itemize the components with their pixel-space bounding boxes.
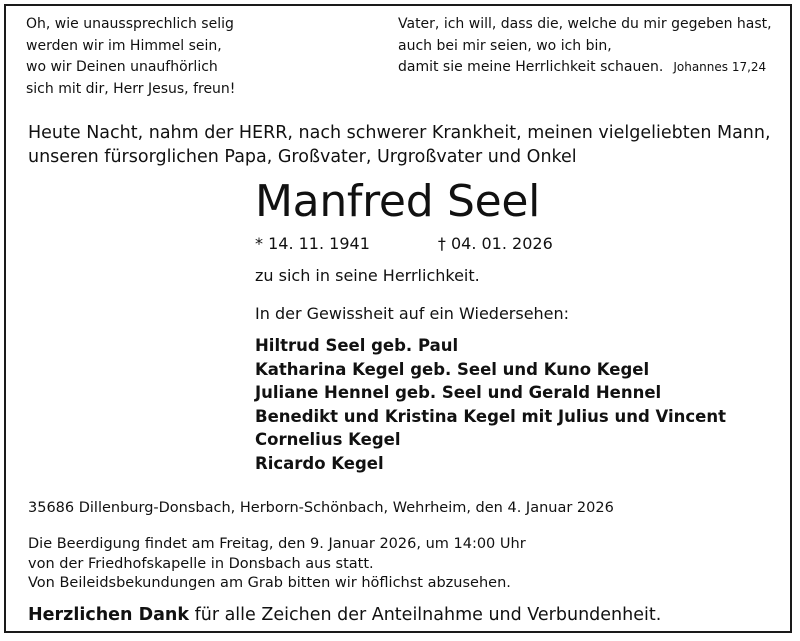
funeral-line: von der Friedhofskapelle in Donsbach aus statt. [28, 555, 374, 572]
verse-line-last [398, 57, 772, 79]
mourner-name: Ricardo Kegel [255, 453, 384, 473]
birth-date: * 14. 11. 1941 [255, 234, 370, 253]
funeral-line: Von Beileidsbekundungen am Grab bitten wir höflichst abzusehen. [28, 575, 511, 591]
thanks-bold: Herzlichen Dank [28, 605, 190, 625]
verse-line: werden wir im Himmel sein, [26, 37, 222, 54]
announcement-intro [28, 121, 771, 169]
mourner-name: Cornelius Kegel [255, 430, 401, 449]
verse-line: auch bei mir seien, wo ich bin, [398, 37, 612, 54]
thanks-line [28, 603, 661, 627]
mourner-name: Benedikt und Kristina Kegel mit Julius und Vincent [255, 406, 727, 426]
bible-verse-right [398, 14, 772, 79]
death-date: † 04. 01. 2026 [437, 234, 553, 253]
place-and-date: 35686 Dillenburg-Donsbach, Herborn-Schönbach, Wehrheim, den 4. Januar 2026 [28, 500, 614, 516]
verse-line: Oh, wie unaussprechlich selig [26, 16, 234, 32]
deceased-name: Manfred Seel [255, 176, 541, 227]
bible-verse-left [26, 14, 235, 100]
hope-line: In der Gewissheit auf ein Wiedersehen: [255, 304, 570, 323]
verse-reference: Johannes 17,24 [673, 60, 767, 74]
mourner-name: Katharina Kegel geb. Seel und Kuno Kegel [255, 359, 650, 379]
mourner-name: Hiltrud Seel geb. Paul [255, 336, 459, 355]
life-dates [255, 233, 553, 255]
intro-line: unseren fürsorglichen Papa, Großvater, Urgroßvater und Onkel [28, 147, 577, 167]
verse-line: Vater, ich will, dass die, welche du mir gegeben hast, [398, 16, 772, 32]
mourner-name: Juliane Hennel geb. Seel und Gerald Hennel [255, 383, 662, 402]
verse-text: damit sie meine Herrlichkeit schauen. [398, 59, 664, 75]
intro-line: Heute Nacht, nahm der HERR, nach schwerer Krankheit, meinen vielgeliebten Mann, [28, 123, 771, 143]
funeral-info [28, 535, 526, 594]
mourners-list [255, 334, 726, 475]
verse-line: sich mit dir, Herr Jesus, freun! [26, 80, 236, 97]
closing-line: zu sich in seine Herrlichkeit. [255, 266, 480, 285]
verse-line: wo wir Deinen unaufhörlich [26, 59, 218, 75]
funeral-line: Die Beerdigung findet am Freitag, den 9. Januar 2026, um 14:00 Uhr [28, 536, 526, 552]
thanks-rest: für alle Zeichen der Anteilnahme und Verbundenheit. [189, 605, 662, 625]
